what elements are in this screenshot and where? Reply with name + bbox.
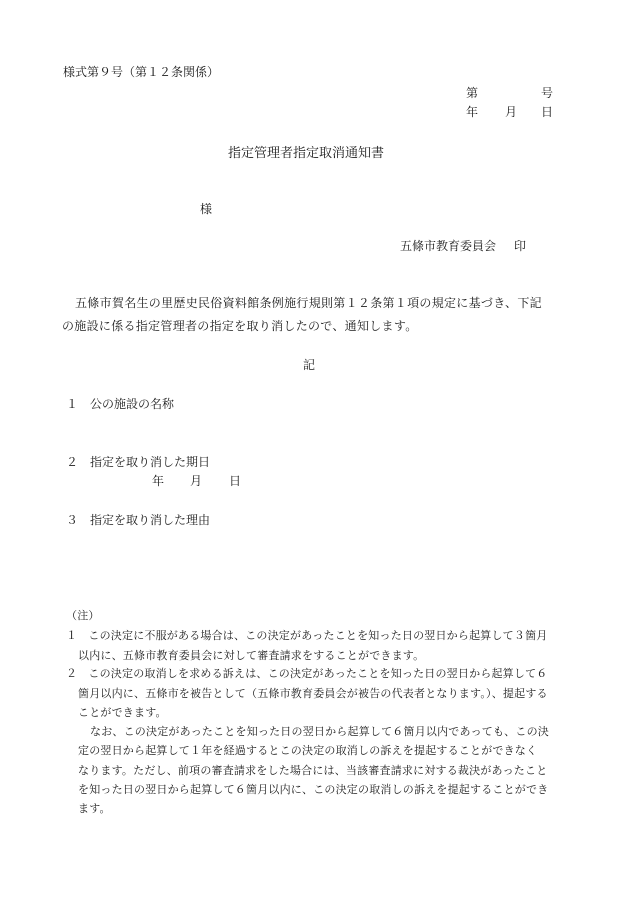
doc-date-year: 年 — [466, 105, 479, 119]
note-3-line-3: なります。ただし、前項の審査請求をした場合には、当該審査請求に対する裁決があったこと — [78, 764, 548, 777]
note-2-line-3: ことができます。 — [78, 706, 167, 719]
doc-date-day: 日 — [541, 105, 554, 119]
addressee-suffix: 様 — [200, 202, 213, 216]
item-3-cancel-reason: ３ 指定を取り消した理由 — [66, 513, 211, 527]
note-1-line-2: 以内に、五條市教育委員会に対して審査請求をすることができます。 — [78, 649, 425, 662]
item-2-date-year: 年 — [152, 474, 165, 488]
item-2-date-month: 月 — [190, 474, 203, 488]
doc-number-label-dai: 第 — [466, 86, 479, 100]
note-3-line-4: を知った日の翌日から起算して６箇月以内に、この決定の取消しの訴えを提起することができ — [78, 783, 549, 796]
doc-date-month: 月 — [505, 105, 518, 119]
form-number: 様式第９号（第１２条関係） — [63, 65, 220, 79]
note-1-line-1: １ この決定に不服がある場合は、この決定があったことを知った日の翌日から起算して３箇月 — [66, 629, 548, 642]
body-line-1: 五條市賀名生の里歴史民俗資料館条例施行規則第１２条第１項の規定に基づき、下記 — [75, 296, 542, 310]
ki-heading: 記 — [303, 358, 316, 372]
item-2-cancel-date: ２ 指定を取り消した期日 — [66, 455, 211, 469]
note-2-line-2: 箇月以内に、五條市を被告として（五條市教育委員会が被告の代表者となります。）、提起する — [78, 687, 548, 700]
item-2-date-day: 日 — [229, 474, 242, 488]
doc-number-label-go: 号 — [541, 86, 554, 100]
issuer-name: 五條市教育委員会 — [400, 239, 497, 253]
note-3-line-1: なお、この決定があったことを知った日の翌日から起算して６箇月以内であっても、この決 — [90, 725, 549, 738]
note-3-line-5: ます。 — [78, 802, 111, 815]
note-2-line-1: ２ この決定の取消しを求める訴えは、この決定があったことを知った日の翌日から起算して６ — [66, 667, 548, 680]
item-1-facility-name: １ 公の施設の名称 — [66, 397, 175, 411]
body-line-2: の施設に係る指定管理者の指定を取り消したので、通知します。 — [62, 319, 418, 333]
notes-heading: （注） — [66, 609, 100, 622]
document-title: 指定管理者指定取消通知書 — [228, 146, 385, 161]
note-3-line-2: 定の翌日から起算して１年を経過するとこの決定の取消しの訴えを提起することができなく — [78, 744, 538, 757]
issuer-seal: 印 — [514, 239, 527, 253]
